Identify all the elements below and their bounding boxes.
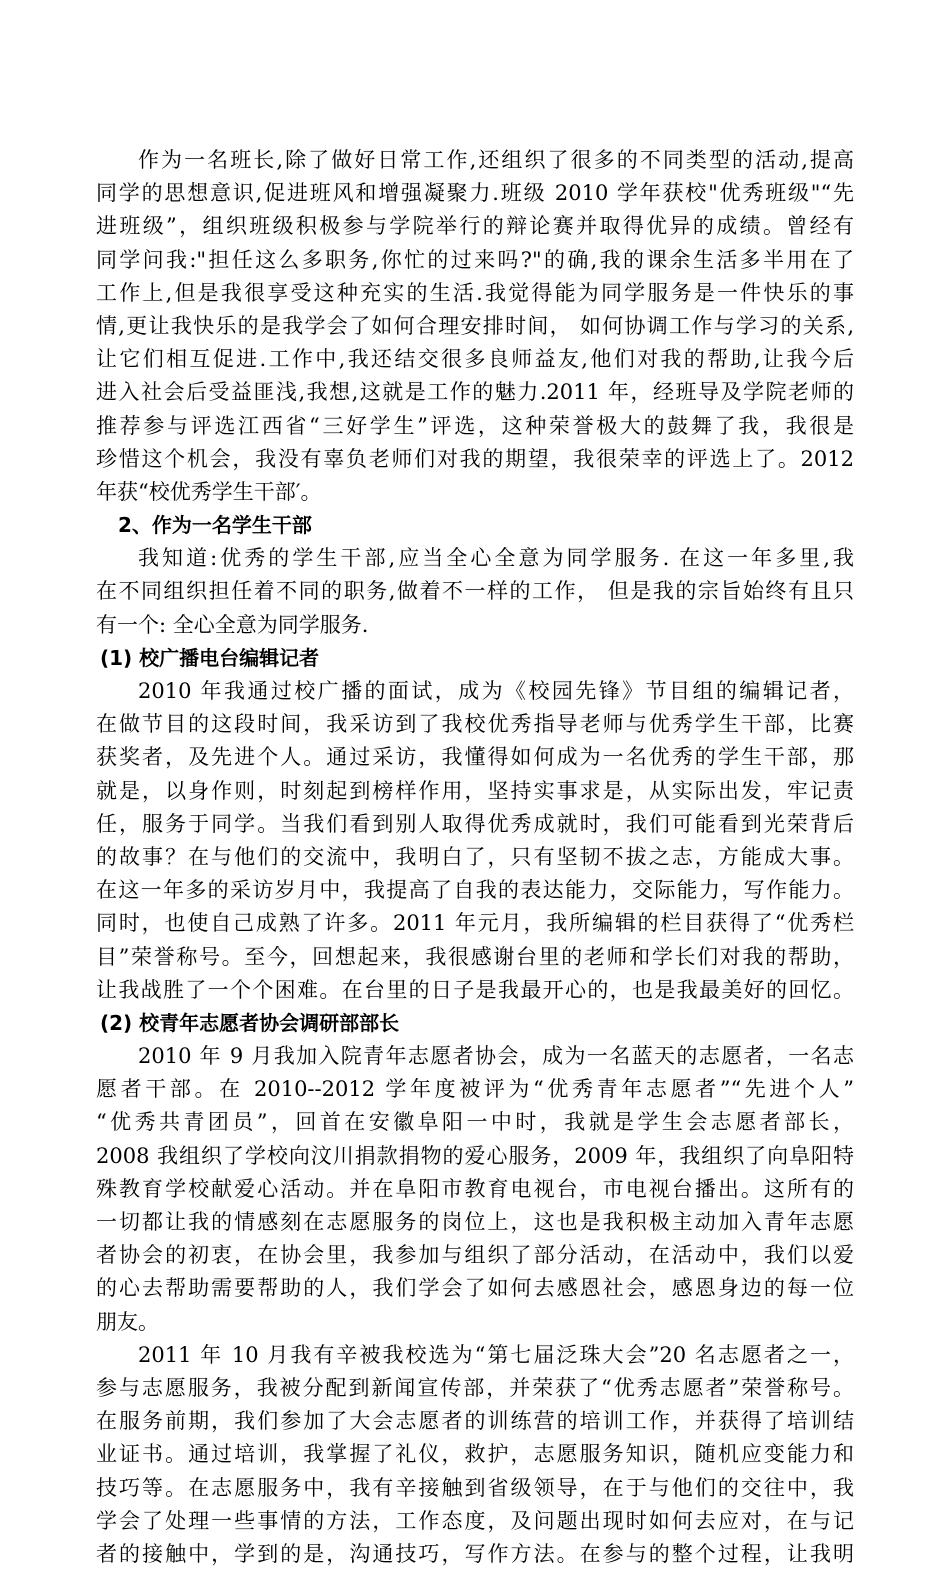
text-line: 目”荣誉称号。至今，回想起来，我很感谢台里的老师和学长们对我的帮助， bbox=[96, 944, 854, 969]
document-page bbox=[96, 144, 854, 1571]
text-line: 在服务前期，我们参加了大会志愿者的训练营的培训工作，并获得了培训结 bbox=[96, 1409, 854, 1434]
text-line: 朋友。 bbox=[96, 1309, 159, 1334]
subsection-heading: (1) 校广播电台编辑记者 bbox=[100, 645, 320, 670]
text-line: 同学的思想意识,促进班风和增强凝聚力.班级 2010 学年获校"优秀班级"“先 bbox=[96, 181, 854, 206]
text-line: 一切都让我的情感刻在志愿服务的岗位上，这也是我积极主动加入青年志愿 bbox=[96, 1210, 854, 1234]
text-line: 者的接触中，学到的是，沟通技巧，写作方法。在参与的整个过程，让我明 bbox=[96, 1541, 854, 1566]
text-line: 2011 年 10 月我有辛被我校选为“第七届泛珠大会”20 名志愿者之一， bbox=[138, 1342, 854, 1367]
text-line: 有一个: 全心全意为同学服务. bbox=[96, 612, 369, 637]
text-line: 任，服务于同学。当我们看到别人取得优秀成就时，我们可能看到光荣背后 bbox=[96, 811, 854, 836]
text-line: 在不同组织担任着不同的职务,做着不一样的工作， 但是我的宗旨始终有且只 bbox=[96, 579, 854, 604]
subsection-heading: (2) 校青年志愿者协会调研部部长 bbox=[100, 1010, 400, 1035]
text-line: “优秀共青团员”，回首在安徽阜阳一中时，我就是学生会志愿者部长， bbox=[96, 1110, 854, 1135]
text-line: 情,更让我快乐的是我学会了如何合理安排时间， 如何协调工作与学习的关系, bbox=[96, 313, 854, 338]
text-line: 愿者干部。在 2010--2012 学年度被评为“优秀青年志愿者”“先进个人” bbox=[96, 1077, 854, 1102]
paragraph-pan-pearl-conference bbox=[96, 1339, 854, 1571]
text-line: 参与志愿服务，我被分配到新闻宣传部，并荣获了“优秀志愿者”荣誉称号。 bbox=[96, 1375, 854, 1400]
paragraph-class-monitor bbox=[96, 144, 854, 509]
text-line: 让我战胜了一个个困难。在台里的日子是我最开心的，也是我最美好的回忆。 bbox=[96, 977, 854, 1002]
text-line: 珍惜这个机会，我没有辜负老师们对我的期望，我很荣幸的评选上了。2012 bbox=[96, 446, 854, 471]
text-line: 进入社会后受益匪浅,我想,这就是工作的魅力.2011 年，经班导及学院老师的 bbox=[96, 380, 854, 405]
text-line: 获奖者，及先进个人。通过采访，我懂得如何成为一名优秀的学生干部，那 bbox=[96, 745, 854, 770]
text-line: 我知道:优秀的学生干部,应当全心全意为同学服务. 在这一年多里,我 bbox=[138, 546, 854, 571]
text-line: 推荐参与评选江西省“三好学生”评选，这种荣誉极大的鼓舞了我，我很是 bbox=[96, 413, 854, 438]
text-line: 的心去帮助需要帮助的人，我们学会了如何去感恩社会，感恩身边的每一位 bbox=[96, 1276, 854, 1301]
section-heading: 2、作为一名学生干部 bbox=[118, 513, 312, 538]
text-line: 者协会的初衷，在协会里，我参加与组织了部分活动，在活动中，我们以爱 bbox=[96, 1243, 854, 1268]
text-line: 技巧等。在志愿服务中，我有辛接触到省级领导，在于与他们的交往中，我 bbox=[96, 1475, 854, 1500]
paragraph-radio-station bbox=[96, 675, 854, 1007]
text-line: 殊教育学校献爱心活动。并在阜阳市教育电视台，市电视台播出。这所有的 bbox=[96, 1176, 854, 1201]
text-line: 业证书。通过培训，我掌握了礼仪，救护，志愿服务知识，随机应变能力和 bbox=[96, 1442, 854, 1467]
text-line: 年获“校优秀学生干部′。 bbox=[96, 479, 322, 504]
text-line: 在这一年多的采访岁月中，我提高了自我的表达能力，交际能力，写作能力。 bbox=[96, 878, 854, 903]
text-line: 就是，以身作则，时刻起到榜样作用，坚持实事求是，从实际出发，牢记责 bbox=[96, 778, 854, 803]
text-line: 学会了处理一些事情的方法，工作态度，及问题出现时如何去应对，在与记 bbox=[96, 1508, 854, 1533]
text-line: 2010 年我通过校广播的面试，成为《校园先锋》节目组的编辑记者， bbox=[138, 679, 854, 703]
text-line: 2010 年 9 月我加入院青年志愿者协会，成为一名蓝天的志愿者，一名志 bbox=[138, 1044, 854, 1069]
text-line: 让它们相互促进.工作中,我还结交很多良师益友,他们对我的帮助,让我今后 bbox=[96, 347, 854, 372]
text-line: 作为一名班长,除了做好日常工作,还组织了很多的不同类型的活动,提高 bbox=[138, 148, 854, 172]
text-line: 进班级”，组织班级积极参与学院举行的辩论赛并取得优异的成绩。曾经有 bbox=[96, 214, 854, 239]
paragraph-volunteer-association bbox=[96, 1040, 854, 1339]
text-line: 的故事？在与他们的交流中，我明白了，只有坚韧不拔之志，方能成大事。 bbox=[96, 844, 854, 869]
text-line: 同时，也使自己成熟了许多。2011 年元月，我所编辑的栏目获得了“优秀栏 bbox=[96, 911, 854, 936]
text-line: 在做节目的这段时间，我采访到了我校优秀指导老师与优秀学生干部，比赛 bbox=[96, 712, 854, 737]
paragraph-student-cadre bbox=[96, 542, 854, 642]
text-line: 同学问我:"担任这么多职务,你忙的过来吗?"的确,我的课余生活多半用在了 bbox=[96, 247, 854, 272]
text-line: 工作上,但是我很享受这种充实的生活.我觉得能为同学服务是一件快乐的事 bbox=[96, 280, 854, 305]
text-line: 2008 我组织了学校向汶川捐款捐物的爱心服务，2009 年，我组织了向阜阳特 bbox=[96, 1143, 854, 1168]
